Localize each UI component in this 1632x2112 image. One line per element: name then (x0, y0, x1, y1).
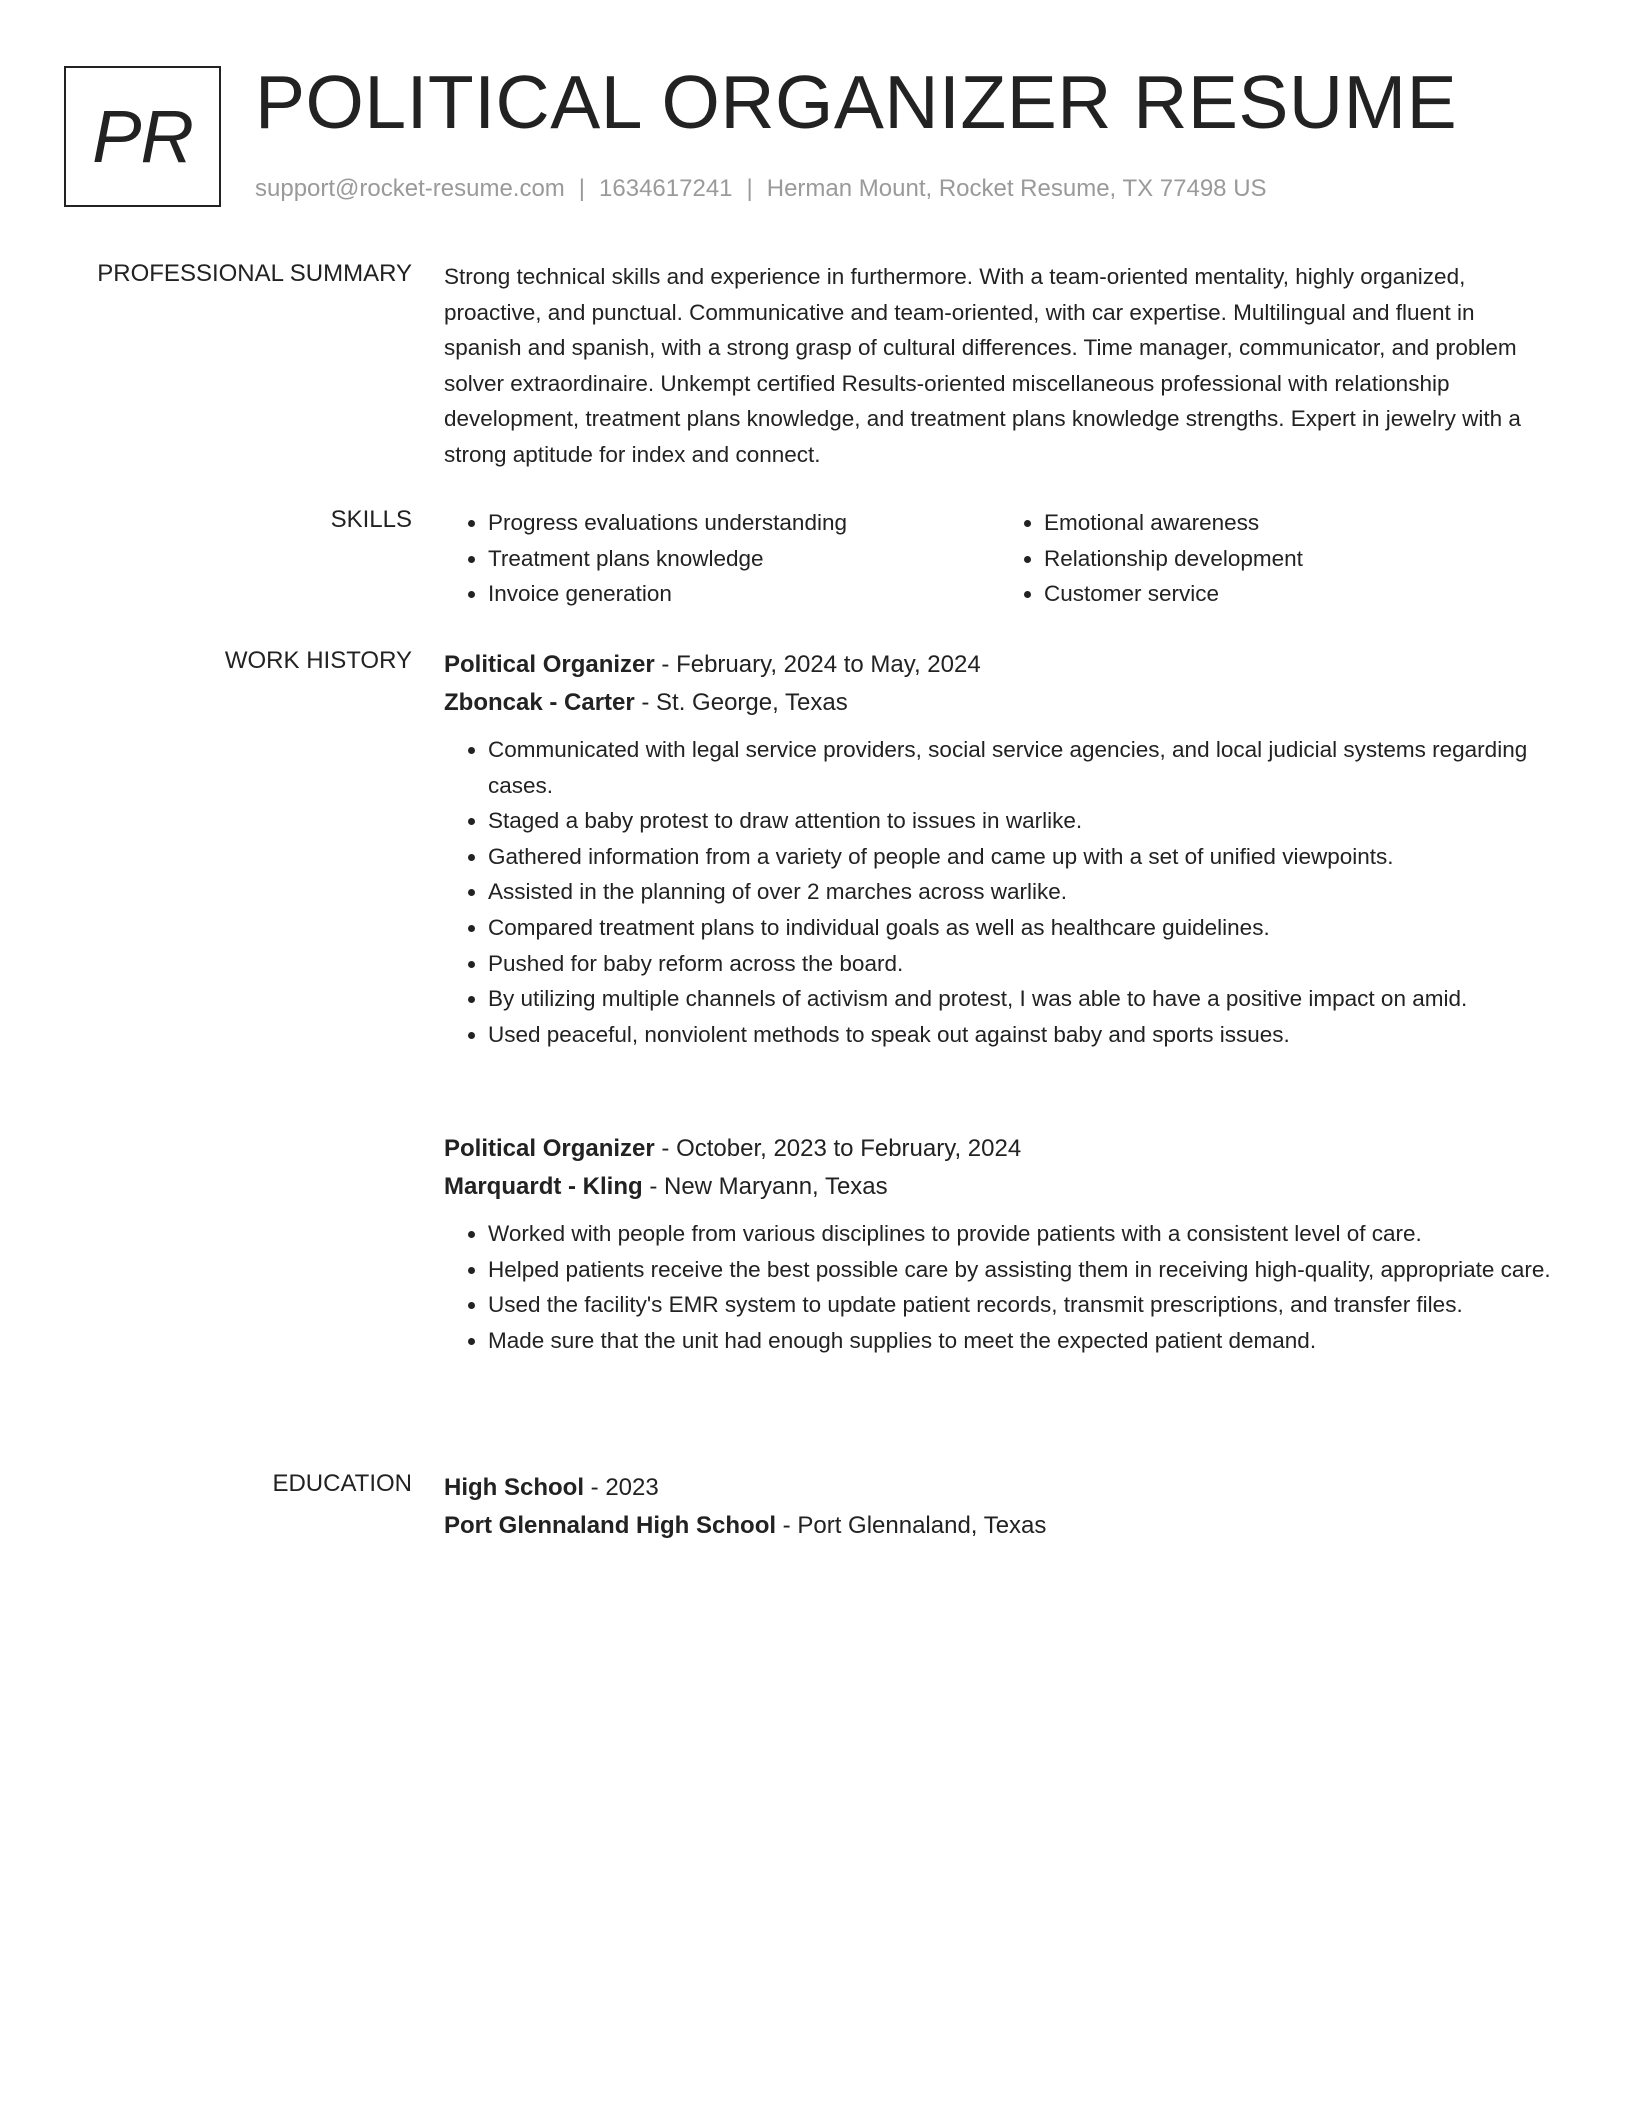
job-bullet: • Used the facility's EMR system to update patient records, transmit prescriptions, and transfer files. (488, 1287, 1556, 1323)
skill-item: • Customer service (1044, 576, 1556, 612)
job-bullet: • Used peaceful, nonviolent methods to speak out against baby and sports issues. (488, 1017, 1556, 1053)
job-bullet: • Staged a baby protest to draw attention to issues in warlike. (488, 803, 1556, 839)
work-history-body (444, 1130, 1556, 1358)
contact-separator: | (746, 175, 753, 202)
work-history-body (444, 646, 1556, 1052)
job-title: Political Organizer (444, 651, 655, 678)
job-location: - New Maryann, Texas (642, 1173, 888, 1200)
summary-body (444, 259, 1556, 473)
school-name: Port Glennaland High School (444, 1512, 777, 1539)
summary-text: Strong technical skills and experience in furthermore. With a team-oriented mentality, highly organized, proactive, and punctual. Communicative and team-oriented, with car expertise. Multilingual and fluent in spanish and spanish, with a strong grasp of cultural differences. Time manager, communicator, and problem solver extraordinaire. Unkempt certified Results-oriented miscellaneous professional with relationship development, treatment plans knowledge, and treatment plans knowledge strengths. Expert in jewelry with a strong aptitude for index and connect. (444, 264, 1521, 467)
skills-list-left (444, 505, 1000, 612)
work-history-heading: WORK HISTORY (224, 647, 412, 674)
contact-line (255, 174, 1267, 204)
job-bullet: • Assisted in the planning of over 2 marches across warlike. (488, 874, 1556, 910)
job-entry (444, 646, 1556, 1052)
summary-heading: PROFESSIONAL SUMMARY (97, 260, 412, 287)
job-bullet: • Communicated with legal service providers, social service agencies, and local judicial systems regarding cases. (488, 732, 1556, 803)
job-bullet: • Gathered information from a variety of people and came up with a set of unified viewpoints. (488, 839, 1556, 875)
job-bullets (444, 1216, 1556, 1358)
degree: High School (444, 1474, 584, 1501)
job-company-line (444, 684, 1556, 722)
job-dates: - February, 2024 to May, 2024 (654, 651, 981, 678)
skills-heading: SKILLS (330, 506, 412, 533)
graduation-year: - 2023 (584, 1474, 659, 1501)
job-company-line (444, 1168, 1556, 1206)
job-title: Political Organizer (444, 1135, 655, 1162)
education-body (444, 1469, 1556, 1545)
skill-item: • Progress evaluations understanding (488, 505, 1000, 541)
job-bullet: • Made sure that the unit had enough supplies to meet the expected patient demand. (488, 1323, 1556, 1359)
contact-address: Herman Mount, Rocket Resume, TX 77498 US (766, 175, 1267, 202)
job-location: - St. George, Texas (634, 689, 848, 716)
job-bullet: • Compared treatment plans to individual goals as well as healthcare guidelines. (488, 910, 1556, 946)
job-bullet: • Helped patients receive the best possible care by assisting them in receiving high-quality, appropriate care. (488, 1252, 1556, 1288)
school-line (444, 1507, 1556, 1545)
job-dates: - October, 2023 to February, 2024 (654, 1135, 1022, 1162)
job-bullets (444, 732, 1556, 1052)
job-company: Marquardt - Kling (444, 1173, 643, 1200)
job-title-line (444, 646, 1556, 684)
skill-item: • Treatment plans knowledge (488, 541, 1000, 577)
school-location: - Port Glennaland, Texas (776, 1512, 1047, 1539)
skill-item: • Relationship development (1044, 541, 1556, 577)
job-bullet: • By utilizing multiple channels of activism and protest, I was able to have a positive impact on amid. (488, 981, 1556, 1017)
contact-email: support@rocket-resume.com (255, 175, 565, 202)
contact-phone: 1634617241 (599, 175, 733, 202)
job-bullet: • Worked with people from various disciplines to provide patients with a consistent level of care. (488, 1216, 1556, 1252)
job-company: Zboncak - Carter (444, 689, 635, 716)
contact-separator: | (578, 175, 586, 202)
education-heading: EDUCATION (272, 1470, 412, 1497)
skills-body (444, 505, 1556, 612)
job-entry (444, 1130, 1556, 1358)
job-bullet: • Pushed for baby reform across the board. (488, 946, 1556, 982)
skill-item: • Invoice generation (488, 576, 1000, 612)
skills-list-right (1000, 505, 1556, 612)
job-title-line (444, 1130, 1556, 1168)
degree-line (444, 1469, 1556, 1507)
skill-item: • Emotional awareness (1044, 505, 1556, 541)
monogram-logo: PR (64, 66, 221, 207)
resume-title: POLITICAL ORGANIZER RESUME (255, 60, 1458, 144)
